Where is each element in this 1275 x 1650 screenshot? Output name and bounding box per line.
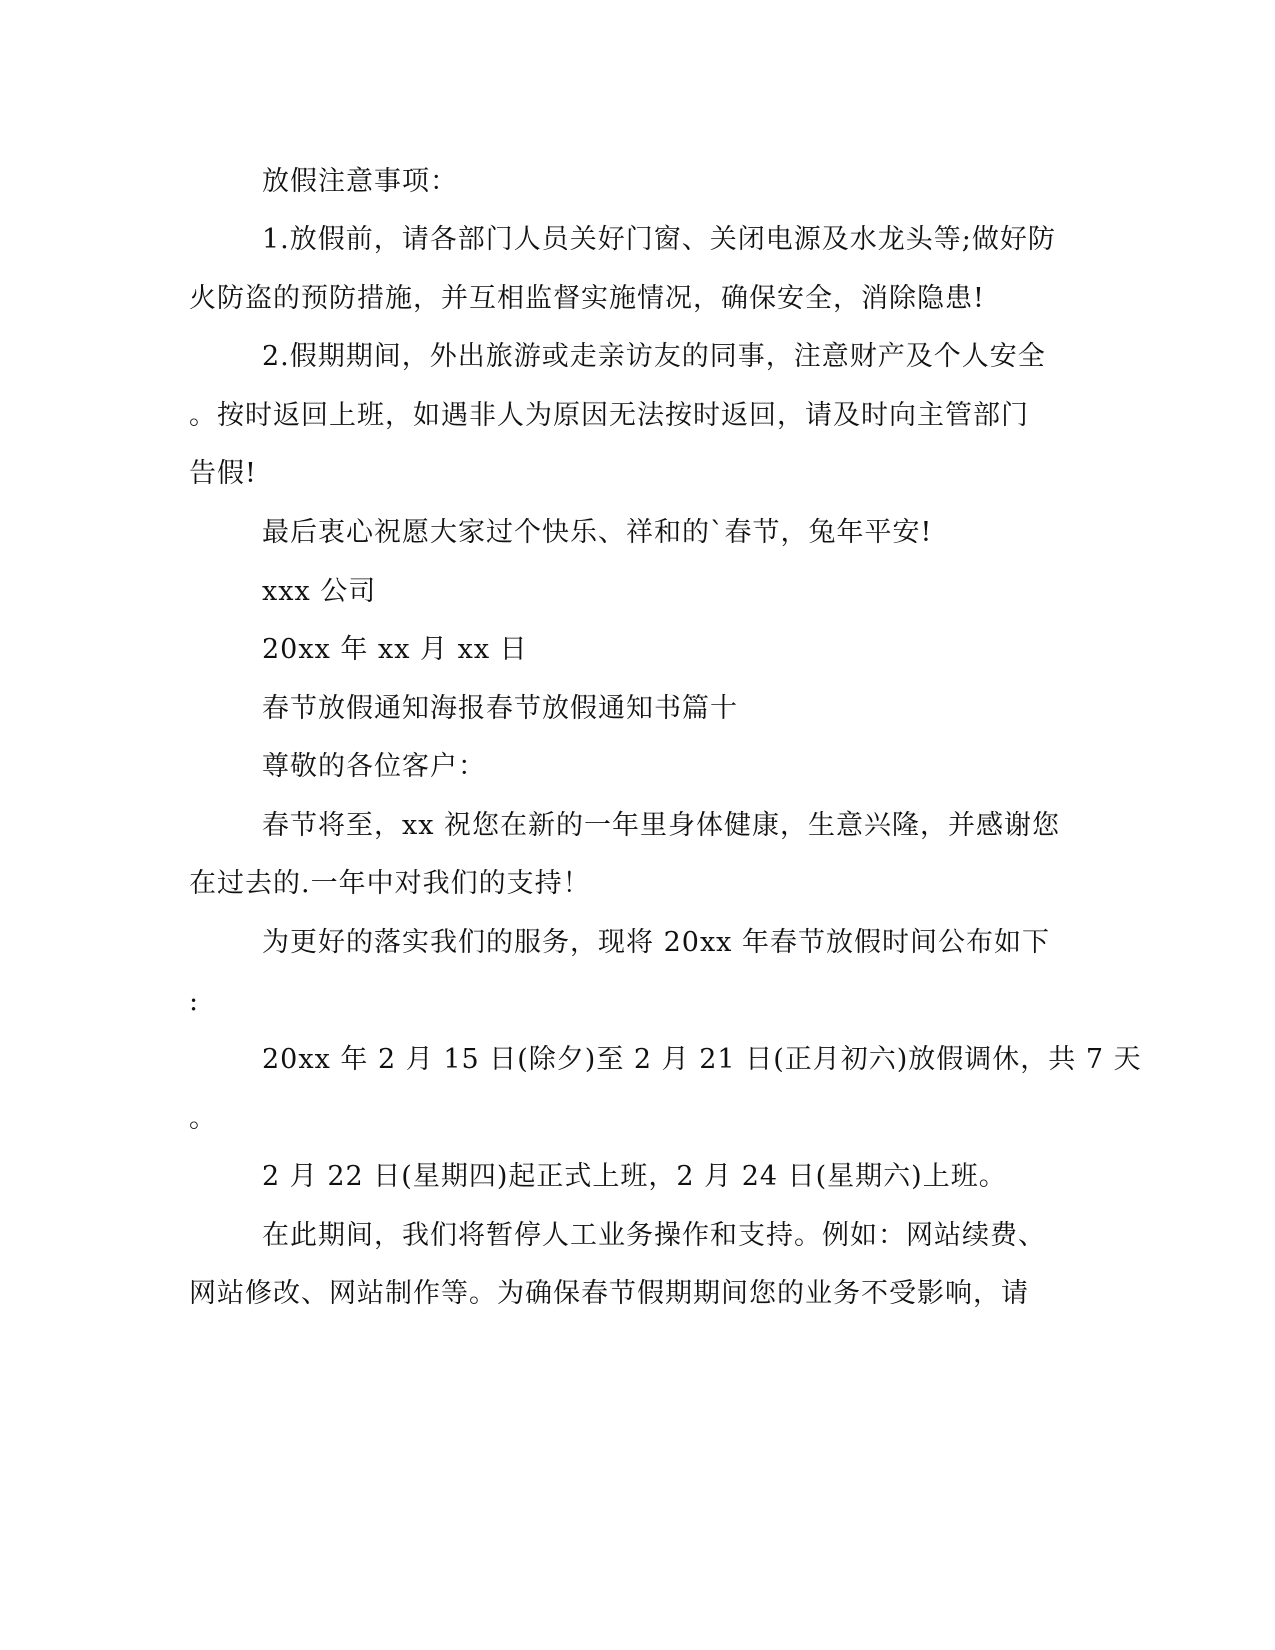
notice-heading: 放假注意事项：: [262, 166, 458, 197]
paragraph-line: 告假!: [189, 458, 257, 489]
salutation: 尊敬的各位客户：: [262, 751, 486, 782]
signature-date: 20xx 年 xx 月 xx 日: [262, 634, 528, 665]
paragraph-line: 。: [189, 1103, 217, 1134]
company-signature: xxx 公司: [262, 576, 377, 607]
paragraph-line: 火防盗的预防措施，并互相监督实施情况，确保安全，消除隐患!: [189, 283, 985, 314]
return-to-work-line: 2 月 22 日(星期四)起正式上班，2 月 24 日(星期六)上班。: [262, 1161, 1007, 1192]
paragraph-line: 1.放假前，请各部门人员关好门窗、关闭电源及水龙头等;做好防: [262, 224, 1056, 255]
paragraph-line: 。按时返回上班，如遇非人为原因无法按时返回，请及时向主管部门: [189, 400, 1029, 431]
section-title: 春节放假通知海报春节放假通知书篇十: [262, 693, 738, 724]
paragraph-line: 春节将至，xx 祝您在新的一年里身体健康，生意兴隆，并感谢您: [262, 810, 1061, 841]
paragraph-line: 为更好的落实我们的服务，现将 20xx 年春节放假时间公布如下: [262, 927, 1050, 958]
paragraph-line: :: [189, 986, 200, 1017]
paragraph-line: 网站修改、网站制作等。为确保春节假期期间您的业务不受影响，请: [189, 1278, 1029, 1309]
closing-wish: 最后衷心祝愿大家过个快乐、祥和的`春节，兔年平安!: [262, 517, 933, 548]
paragraph-line: 在过去的.一年中对我们的支持！: [189, 868, 591, 899]
holiday-period-line: 20xx 年 2 月 15 日(除夕)至 2 月 21 日(正月初六)放假调休，共 7 天: [262, 1044, 1142, 1075]
paragraph-line: 2.假期期间，外出旅游或走亲访友的同事，注意财产及个人安全: [262, 341, 1046, 372]
paragraph-line: 在此期间，我们将暂停人工业务操作和支持。例如：网站续费、: [262, 1220, 1046, 1251]
